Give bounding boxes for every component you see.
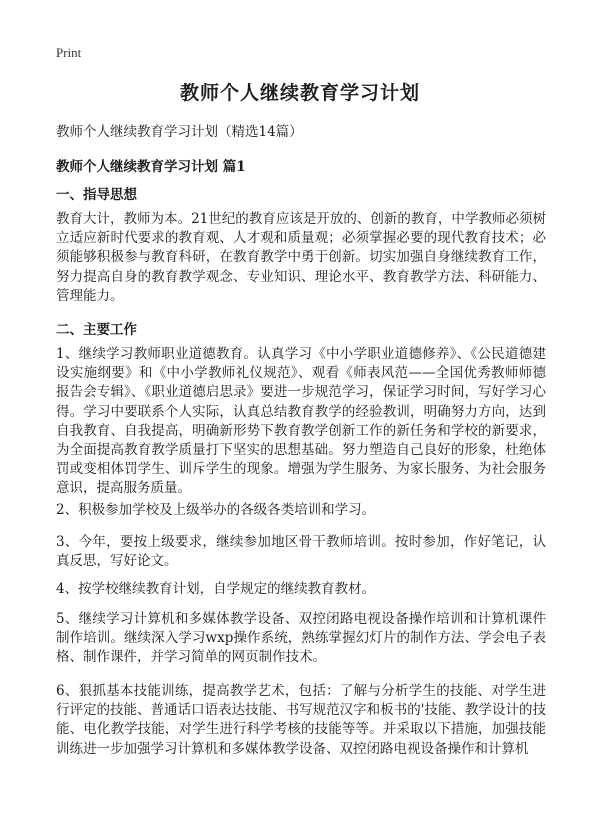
section-heading-main-work: 二、主要工作 <box>56 322 137 338</box>
list-item: 3、今年，要按上级要求，继续参加地区骨干教师培训。按时参加，作好笔记，认真反思，写好论文。 <box>56 534 546 570</box>
section-heading-guiding-thought: 一、指导思想 <box>56 187 137 203</box>
list-item: 4、按学校继续教育计划，自学规定的继续教育教材。 <box>56 581 376 597</box>
list-item: 1、继续学习教师职业道德教育。认真学习《中小学职业道德修养》、《公民道德建设实施纲要》和《中小学教师礼仪规范》、观看《师表风范——全国优秀教师师德报告会专辑》、《职业道德启思录》要进一步规范学习，保证学习时间，写好学习心得。学习中要联系个人实际，认真总结教育教学的经验教训，明确努力方向，达到自我教育、自我提高，明确新形势下教育教学创新工作的新任务和学校的新要求，为全面提高教育教学质量打下坚实的思想基础。努力塑造自己良好的形象，杜绝体罚或变相体罚学生、训斥学生的现象。增强为学生服务、为家长服务、为社会服务意识，提高服务质量。 <box>56 346 546 497</box>
paragraph-guiding-thought: 教育大计，教师为本。21世纪的教育应该是开放的、创新的教育，中学教师必须树立适应新时代要求的教育观、人才观和质量观；必须掌握必要的现代教育技术；必须能够积极参与教育科研，在教育教学中勇于创新。切实加强自身继续教育工作，努力提高自身的教育教学观念、专业知识、理论水平、教育教学方法、科研能力、管理能力。 <box>56 211 546 304</box>
list-item: 5、继续学习计算机和多媒体教学设备、双控闭路电视设备操作培训和计算机课件制作培训。继续深入学习wxp操作系统，熟练掌握幻灯片的制作方法、学会电子表格、制作课件，并学习简单的网页制作技术。 <box>56 611 546 666</box>
list-item: 6、狠抓基本技能训练，提高教学艺术，包括：了解与分析学生的技能、对学生进行评定的技能、普通话口语表达技能、书写规范汉字和板书的'技能、教学设计的技能、电化教学技能，对学生进行科学考核的技能等等。并采取以下措施，加强技能训练进一步加强学习计算机和多媒体教学设备、双控闭路电视设备操作和计算机 <box>56 683 546 757</box>
article-heading: 教师个人继续教育学习计划 篇1 <box>56 159 246 175</box>
page-title: 教师个人继续教育学习计划 <box>179 82 420 104</box>
list-item: 2、积极参加学校及上级举办的各级各类培训和学习。 <box>56 502 376 518</box>
document-subtitle: 教师个人继续教育学习计划（精选14篇） <box>56 124 303 140</box>
print-link[interactable]: Print <box>56 45 82 60</box>
